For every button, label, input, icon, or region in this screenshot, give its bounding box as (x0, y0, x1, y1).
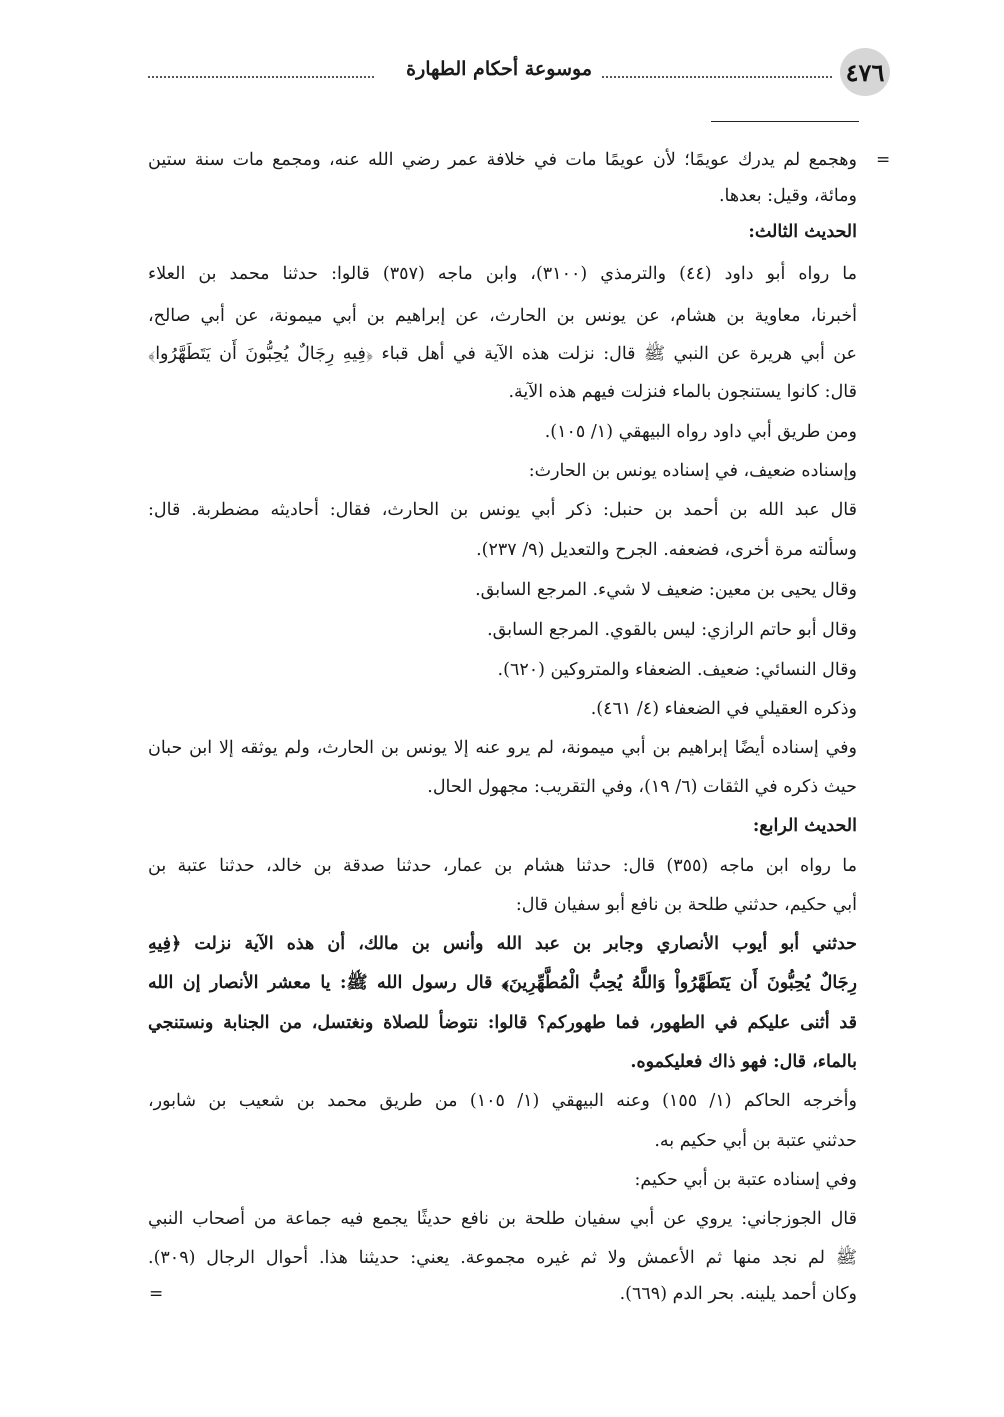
text-line: قال عبد الله بن أحمد بن حنبل: ذكر أبي يونس بن الحارث، فقال: أحاديثه مضطربة. قال: (148, 500, 857, 520)
section-heading: الحديث الرابع: (752, 816, 857, 836)
text-line: وكان أحمد يلينه. بحر الدم (٦٦٩). (619, 1284, 857, 1304)
text-line: وإسناده ضعيف، في إسناده يونس بن الحارث: (528, 461, 857, 481)
text-line: وقال أبو حاتم الرازي: ليس بالقوي. المرجع السابق. (487, 620, 857, 640)
text-line: قال: كانوا يستنجون بالماء فنزلت فيهم هذه الآية. (508, 382, 857, 402)
text-line: وأخرجه الحاكم (١/ ١٥٥) وعنه البيهقي (١/ ١٠٥) من طريق محمد بن شعيب بن شابور، (148, 1091, 857, 1111)
text-line: وفي إسناده أيضًا إبراهيم بن أبي ميمونة، لم يرو عنه إلا يونس بن الحارث، ولم يوثقه إلا ابن حبان (148, 738, 857, 758)
continuation-mark-top: = (876, 150, 891, 170)
text-line: وذكره العقيلي في الضعفاء (٤/ ٤٦١). (590, 699, 857, 719)
book-title: موسوعة أحكام الطهارة (406, 58, 592, 80)
hadith-text-line: بالماء، قال: فهو ذاك فعليكموه. (630, 1052, 857, 1072)
text-line: وهجمع لم يدرك عويمًا؛ لأن عويمًا مات في خلافة عمر رضي الله عنه، ومجمع مات سنة ستين (148, 150, 857, 170)
text-line: ومن طريق أبي داود رواه البيهقي (١/ ١٠٥). (544, 422, 857, 442)
text-line: قال الجوزجاني: يروي عن أبي سفيان طلحة بن نافع حديثًا يجمع فيه جماعة من أصحاب النبي (148, 1209, 857, 1229)
continuation-mark-bottom: = (149, 1284, 164, 1304)
text-line: ما رواه أبو داود (٤٤) والترمذي (٣١٠٠)، وابن ماجه (٣٥٧) قالوا: حدثنا محمد بن العلاء (148, 264, 858, 284)
text-line: حدثني عتبة بن أبي حكيم به. (654, 1131, 857, 1151)
text-line: وسألته مرة أخرى، فضعفه. الجرح والتعديل (٩/ ٢٣٧). (476, 540, 857, 560)
text-line: ما رواه ابن ماجه (٣٥٥) قال: حدثنا هشام بن عمار، حدثنا صدقة بن خالد، حدثنا عتبة بن (148, 856, 857, 876)
text-line: وقال يحيى بن معين: ضعيف لا شيء. المرجع السابق. (475, 580, 857, 600)
text-line: عن أبي هريرة عن النبي ﷺ قال: نزلت هذه الآية في أهل قباء ﴿فِيهِ رِجَالٌ يُحِبُّونَ أَن يَتَطَهَّرُوا﴾ (148, 344, 857, 364)
text-line: ﷺ لم نجد منها ثم الأعمش ولا ثم غيره مجموعة. يعني: حديثنا هذا. أحوال الرجال (٣٠٩). (148, 1248, 857, 1268)
hadith-text-line: حدثني أبو أيوب الأنصاري وجابر بن عبد الله وأنس بن مالك، أن هذه الآية نزلت ﴿فِيهِ (148, 934, 857, 954)
hadith-text-line: رِجَالٌ يُحِبُّونَ أَن يَتَطَهَّرُواْ وَاللَّهُ يُحِبُّ الْمُطَّهِّرِينَ﴾ قال رسول الله ﷺ: يا معشر الأنصار إن الله (148, 973, 857, 993)
section-heading: الحديث الثالث: (748, 222, 857, 242)
hadith-text-line: قد أثنى عليكم في الطهور، فما طهوركم؟ قالوا: نتوضأ للصلاة ونغتسل، من الجنابة ونستنجي (148, 1013, 857, 1033)
text-line: أخبرنا، معاوية بن هشام، عن يونس بن الحارث، عن إبراهيم بن أبي ميمونة، عن أبي صالح، (148, 306, 857, 326)
text-line: وفي إسناده عتبة بن أبي حكيم: (634, 1170, 857, 1190)
text-line: وقال النسائي: ضعيف. الضعفاء والمتروكين (٦٢٠). (497, 660, 857, 680)
text-line: أبي حكيم، حدثني طلحة بن نافع أبو سفيان قال: (515, 895, 857, 915)
text-line: حيث ذكره في الثقات (٦/ ١٩)، وفي التقريب: مجهول الحال. (427, 777, 857, 797)
text-line: ومائة، وقيل: بعدها. (718, 186, 857, 206)
page-number: ٤٧٦ (840, 48, 890, 96)
